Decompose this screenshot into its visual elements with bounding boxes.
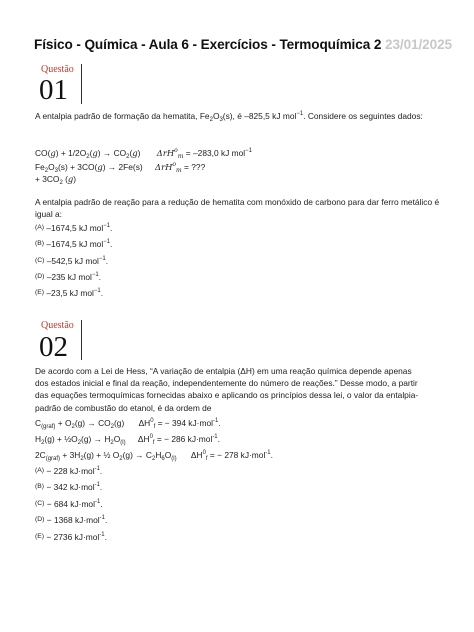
- question-2-equation-1: $C_{(graf)} + O_2(g) \to CO_2(g) \Delta H^0_f$ = − 394 kJ·mol$^{-1}$.: [35, 418, 221, 430]
- alternative-a[interactable]: $^{(A)}$ –1674,5 kJ mol$^{-1}$.: [35, 223, 113, 233]
- question-1-prompt: A entalpia padrão de reação para a redução de hematita com monóxido de carbono para dar ferro metálico é igual a:: [35, 197, 440, 220]
- alternative-e[interactable]: $^{(E)}$ − 2736 kJ·mol$^{-1}$.: [35, 531, 107, 542]
- alternative-c[interactable]: $^{(C)}$ –542,5 kJ mol$^{-1}$.: [35, 255, 109, 266]
- alternative-e[interactable]: $^{(E)}$ –23,5 kJ mol$^{-1}$.: [35, 288, 104, 299]
- question-2-label: Questão: [41, 320, 74, 331]
- question-1-divider: [81, 64, 82, 104]
- question-2-divider: [81, 320, 82, 360]
- question-2-stem: De acordo com a Lei de Hess, “A variação de entalpia (ΔH) em uma reação química depende apenas dos estados inicial e final da reação, independentemente do número de reações.” Desse modo, a partir das equações termoquímicas fornecidas abaixo e aplicando os princípios dessa lei, o valor da entalpia- padrão de combustão do etanol, é da ordem de: [35, 366, 419, 413]
- question-2-equation-3: $2C_{(graf)} + 3H_2(g)$ + ½ $O_2(g) \to C_2H_6O_{(l)}$ $\Delta H^0_f$ = − 278 kJ·mol$^{-1}$.: [35, 450, 273, 462]
- alternative-a[interactable]: $^{(A)}$ − 228 kJ·mol$^{-1}$.: [35, 466, 103, 476]
- question-1-equation-1: $CO(g) + 1/2O_2(g) \to CO_2(g) \Delta rH^o_m = -283,0$ kJ mol$^{-1}$: [35, 147, 252, 160]
- title-text: Físico - Química - Aula 6 - Exercícios - Termoquímica 2: [34, 37, 382, 52]
- question-1-equation-2-continued: + $3CO_2$ (g): [35, 174, 77, 186]
- question-1-alternatives: [35, 220, 112, 301]
- question-1-number: 01: [39, 74, 68, 106]
- question-1-equation-2: $Fe_2O_3(s) + 3CO(g) \to 2Fe(s) \Delta rH^o_m$ = ???: [35, 161, 206, 174]
- alternative-b[interactable]: $^{(B)}$ − 342 kJ·mol$^{-1}$.: [35, 482, 103, 493]
- question-2-alternatives: [35, 463, 107, 545]
- question-1-label: Questão: [41, 64, 74, 75]
- alternative-b[interactable]: $^{(B)}$ –1674,5 kJ mol$^{-1}$.: [35, 239, 113, 250]
- title-date: 23/01/2025: [384, 37, 453, 52]
- question-1-stem: A entalpia padrão de formação da hematita, $Fe_2O_3(s)$, é –825,5 kJ mol$^{-1}$. Considere os seguintes dados:: [35, 111, 423, 123]
- question-2-number: 02: [39, 331, 68, 363]
- alternative-c[interactable]: $^{(C)}$ − 684 kJ·mol$^{-1}$.: [35, 498, 103, 509]
- alternative-d[interactable]: $^{(D)}$ –235 kJ mol$^{-1}$.: [35, 271, 102, 282]
- alternative-d[interactable]: $^{(D)}$ − 1368 kJ·mol$^{-1}$.: [35, 515, 108, 526]
- question-2-equation-2: $H_2(g)$ + $\frac{1}{2}O_2(g) \to H_2O_{(l)}$ $\Delta H^0_f$ = − 286 kJ·mol$^{-1}$.: [35, 434, 220, 446]
- page-title: [34, 37, 452, 52]
